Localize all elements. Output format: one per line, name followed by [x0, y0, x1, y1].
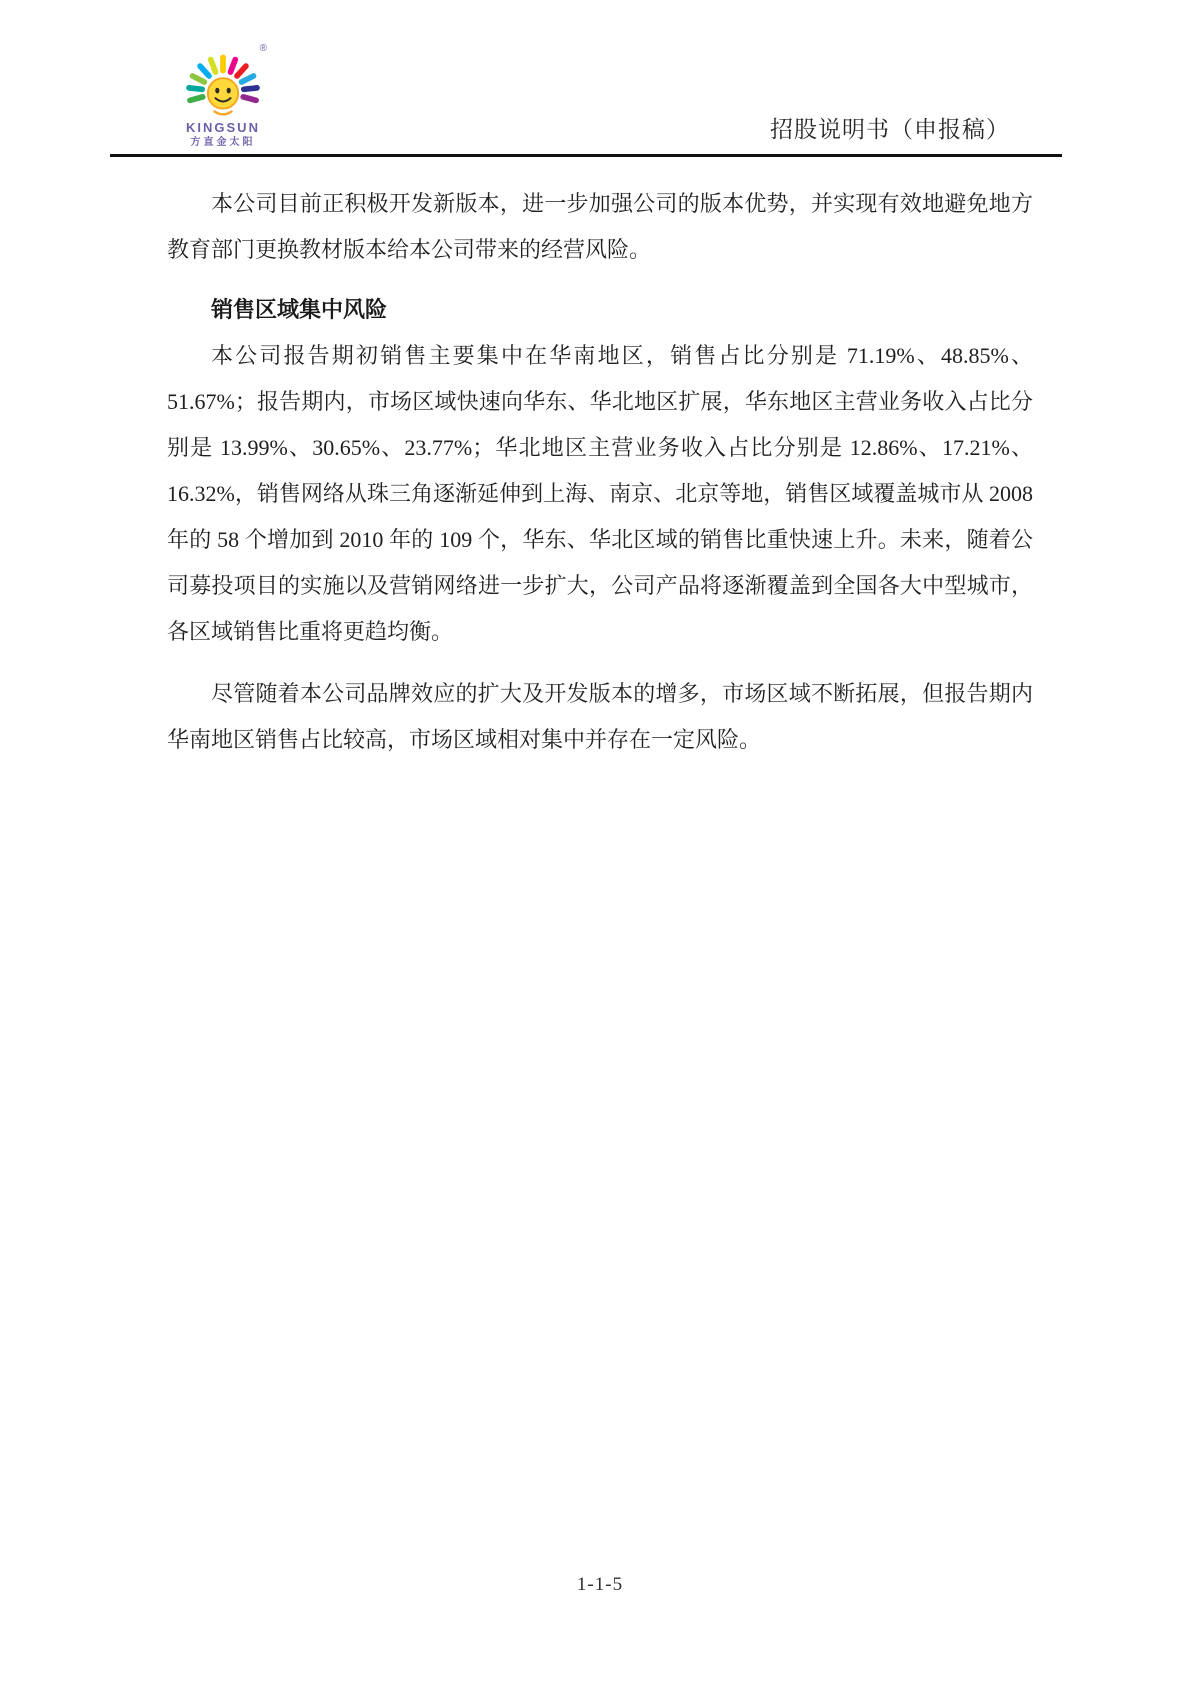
header-doc-type: 招股说明书（申报稿） — [770, 117, 1010, 142]
paragraph-version-risk: 本公司目前正积极开发新版本，进一步加强公司的版本优势，并实现有效地避免地方教育部门更换教材版本给本公司带来的经营风险。 — [167, 191, 1033, 262]
logo-brand-chinese: 方直金太阳 — [190, 137, 256, 148]
registered-trademark-icon: ® — [259, 43, 267, 54]
document-body — [0, 181, 1200, 763]
header-rule — [110, 154, 1062, 157]
page-number: 1-1-5 — [576, 1574, 624, 1595]
sun-smiley-icon — [175, 44, 271, 120]
paragraph-concentration-risk: 尽管随着本公司品牌效应的扩大及开发版本的增多，市场区域不断拓展，但报告期内华南地区销售占比较高，市场区域相对集中并存在一定风险。 — [167, 681, 1033, 752]
section-heading-sales-region-risk: 销售区域集中风险 — [211, 297, 388, 322]
page-header — [0, 0, 1200, 148]
logo-brand-name: KINGSUN — [186, 120, 260, 135]
paragraph-sales-distribution: 本公司报告期初销售主要集中在华南地区，销售占比分别是 71.19%、48.85%、51.67%；报告期内，市场区域快速向华东、华北地区扩展，华东地区主营业务收入占比分别是 13.99%、30.65%、23.77%；华北地区主营业务收入占比分别是 12.86%、17.21%、16.32%，销售网络从珠三角逐渐延伸到上海、南京、北京等地，销售区域覆盖城市从 2008 年的 58 个增加到 2010 年的 109 个，华东、华北区域的销售比重快速上升。未来，随着公司募投项目的实施以及营销网络进一步扩大，公司产品将逐渐覆盖到全国各大中型城市，各区域销售比重将更趋均衡。 — [167, 343, 1033, 644]
page-footer — [0, 1574, 1200, 1596]
kingsun-logo — [173, 44, 273, 148]
